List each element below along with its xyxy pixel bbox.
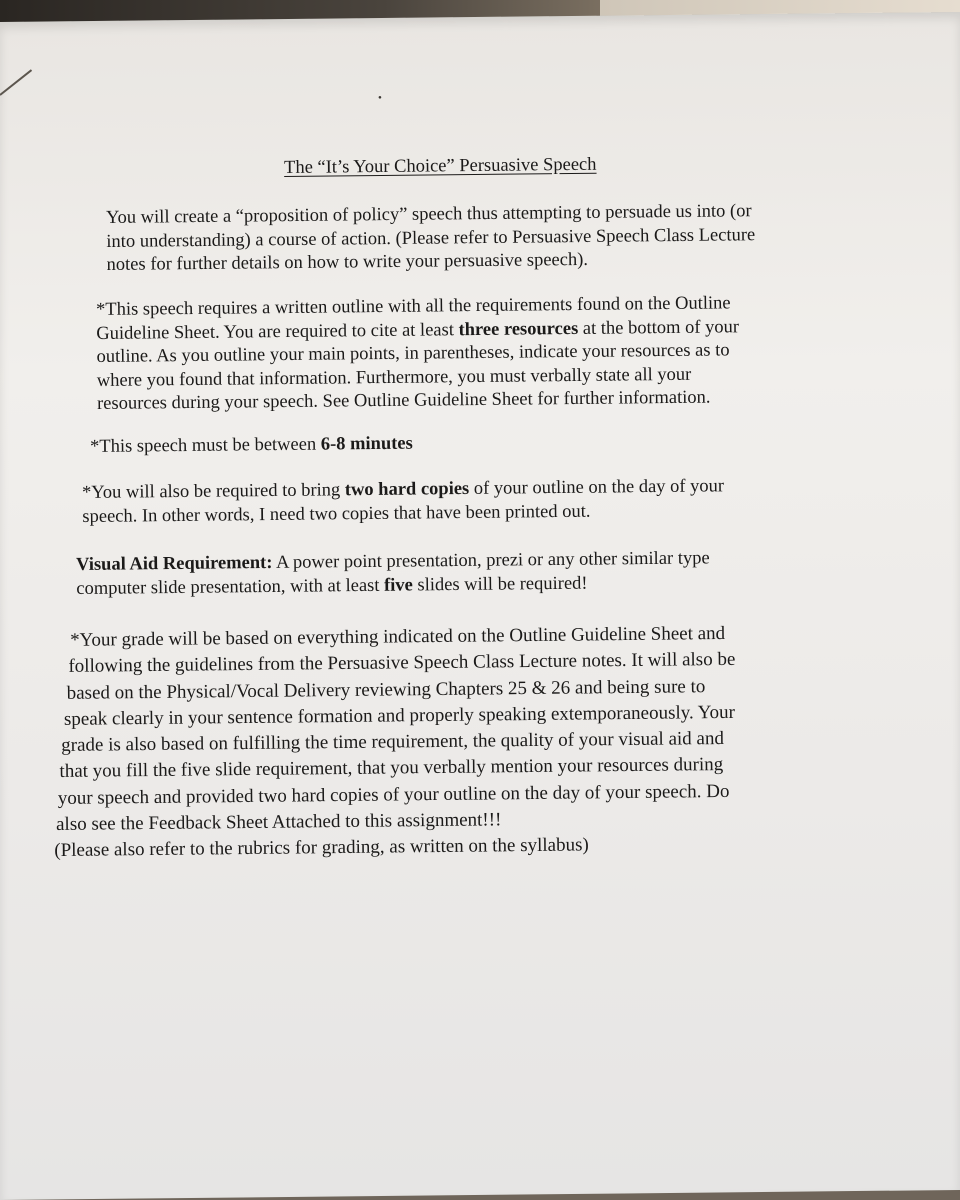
grading-line: that you fill the five slide requirement, that you verbally mention your resources during (59, 754, 724, 783)
outline-line: outline. As you outline your main points, in parentheses, indicate your resources as to (96, 340, 730, 367)
visual-aid-label: Visual Aid Requirement: (76, 552, 273, 575)
copies-text: of your outline on the day of your (469, 476, 725, 499)
time-emphasis: 6-8 minutes (320, 433, 413, 455)
grading-line: following the guidelines from the Persuasive Speech Class Lecture notes. It will also be (68, 649, 736, 678)
three-resources-emphasis: three resources (458, 318, 579, 340)
visual-aid-text: slides will be required! (412, 573, 588, 595)
copies-text: *You will also be required to bring (82, 480, 345, 503)
outline-text: at the bottom of your (578, 316, 740, 339)
copies-requirement-paragraph (82, 475, 724, 529)
time-text: *This speech must be between (90, 434, 321, 457)
grading-line: based on the Physical/Vocal Delivery reviewing Chapters 25 & 26 and being sure to (66, 675, 706, 704)
outline-line: *This speech requires a written outline with all the requirements found on the Outline (96, 293, 731, 320)
intro-line: notes for further details on how to write your persuasive speech). (106, 249, 589, 275)
outline-text: Guideline Sheet. You are required to cite at least (96, 319, 459, 344)
grading-line: grade is also based on fulfilling the time requirement, the quality of your visual aid and (61, 728, 725, 757)
paper-speck: • (378, 92, 382, 105)
visual-aid-paragraph (76, 547, 710, 601)
grading-line: (Please also refer to the rubrics for grading, as written on the syllabus) (54, 834, 589, 862)
intro-line: into understanding) a course of action. (Please refer to Persuasive Speech Class Lecture (106, 224, 756, 252)
grading-line: *Your grade will be based on everything indicated on the Outline Guideline Sheet and (70, 622, 726, 651)
grading-line: your speech and provided two hard copies of your outline on the day of your speech. Do (57, 780, 730, 809)
intro-paragraph (106, 200, 756, 277)
visual-aid-text: A power point presentation, prezi or any other similar type (272, 548, 710, 573)
visual-aid-text: computer slide presentation, with at least (76, 575, 385, 599)
grading-line: speak clearly in your sentence formation and properly speaking extemporaneously. Your (63, 701, 735, 730)
page-title: The “It’s Your Choice” Persuasive Speech (284, 154, 597, 178)
copies-line: speech. In other words, I need two copies that have been printed out. (82, 501, 591, 527)
grading-line: also see the Feedback Sheet Attached to this assignment!!! (55, 809, 502, 836)
five-slides-emphasis: five (383, 574, 413, 596)
time-requirement-paragraph (90, 433, 413, 460)
hard-copies-emphasis: two hard copies (344, 478, 470, 501)
intro-line: You will create a “proposition of policy” speech thus attempting to persuade us into (or (106, 201, 752, 228)
outline-requirement-paragraph (96, 292, 740, 416)
outline-line: where you found that information. Furthermore, you must verbally state all your (96, 364, 692, 391)
grading-paragraph (54, 621, 737, 865)
time-line (90, 433, 413, 460)
outline-line: resources during your speech. See Outline Guideline Sheet for further information. (96, 387, 711, 414)
